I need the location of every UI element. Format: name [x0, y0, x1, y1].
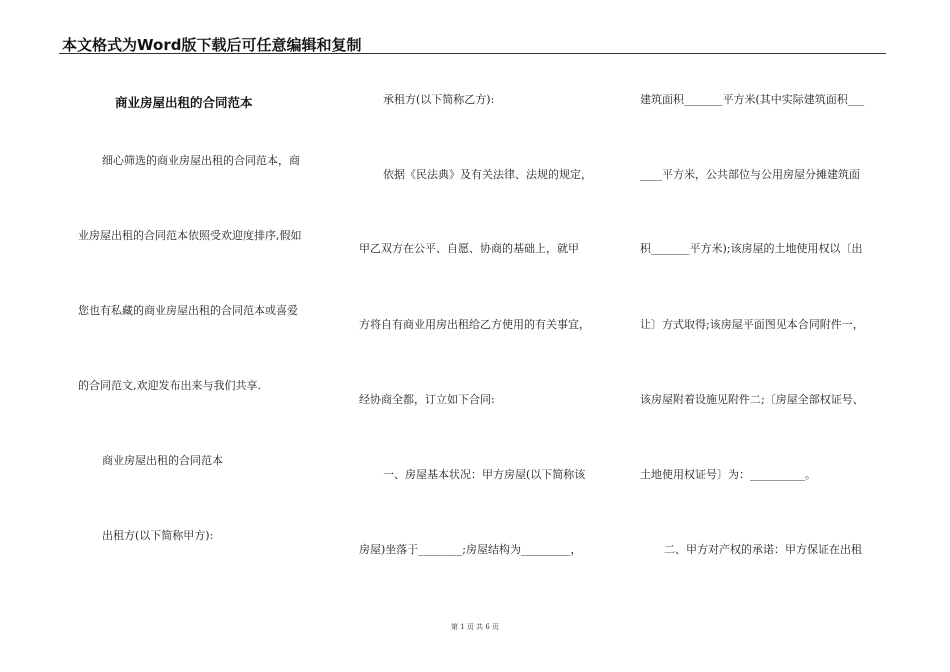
body-line: 土地使用权证号〕为：__________。	[640, 468, 816, 481]
body-line: 经协商全都，订立如下合同:	[359, 393, 495, 406]
body-line: 方将自有商业用房出租给乙方使用的有关事宜，	[359, 318, 590, 331]
page-number: 第 1 页 共 6 页	[450, 623, 500, 631]
body-line: ____平方米，公共部位与公用房屋分摊建筑面	[640, 168, 860, 181]
body-line: 的合同范文,欢迎发布出来与我们共享.	[78, 379, 261, 392]
body-line: 依据《民法典》及有关法律、法规的规定，	[383, 168, 592, 181]
body-line: 承租方(以下简称乙方):	[383, 93, 495, 106]
body-line: 一、房屋基本状况：甲方房屋(以下简称该	[383, 468, 586, 481]
body-line: 积_______平方米);该房屋的土地使用权以〔出	[640, 242, 863, 255]
body-line: 建筑面积_______平方米(其中实际建筑面积___	[640, 93, 865, 106]
section-heading-line: 商业房屋出租的合同范本	[102, 454, 223, 467]
body-line: 甲乙双方在公平、自愿、协商的基础上，就甲	[359, 242, 579, 255]
body-line: 该房屋附着设施见附件二;〔房屋全部权证号、	[640, 393, 864, 406]
document-title: 商业房屋出租的合同范本	[115, 95, 253, 110]
body-line: 细心筛选的商业房屋出租的合同范本，商	[102, 154, 300, 167]
body-line: 二、甲方对产权的承诺：甲方保证在出租	[664, 543, 862, 556]
document-header-title: 本文格式为Word版下载后可任意编辑和复制	[62, 36, 362, 54]
body-line: 房屋)坐落于________;房屋结构为_________，	[359, 543, 582, 556]
body-line: 出租方(以下简称甲方):	[102, 529, 214, 542]
body-line: 您也有私藏的商业房屋出租的合同范本或喜爱	[78, 304, 298, 317]
body-line: 让〕方式取得;该房屋平面图见本合同附件一，	[640, 318, 864, 331]
header-divider	[59, 53, 886, 54]
body-line: 业房屋出租的合同范本依照受欢迎度排序,假如	[78, 229, 302, 242]
